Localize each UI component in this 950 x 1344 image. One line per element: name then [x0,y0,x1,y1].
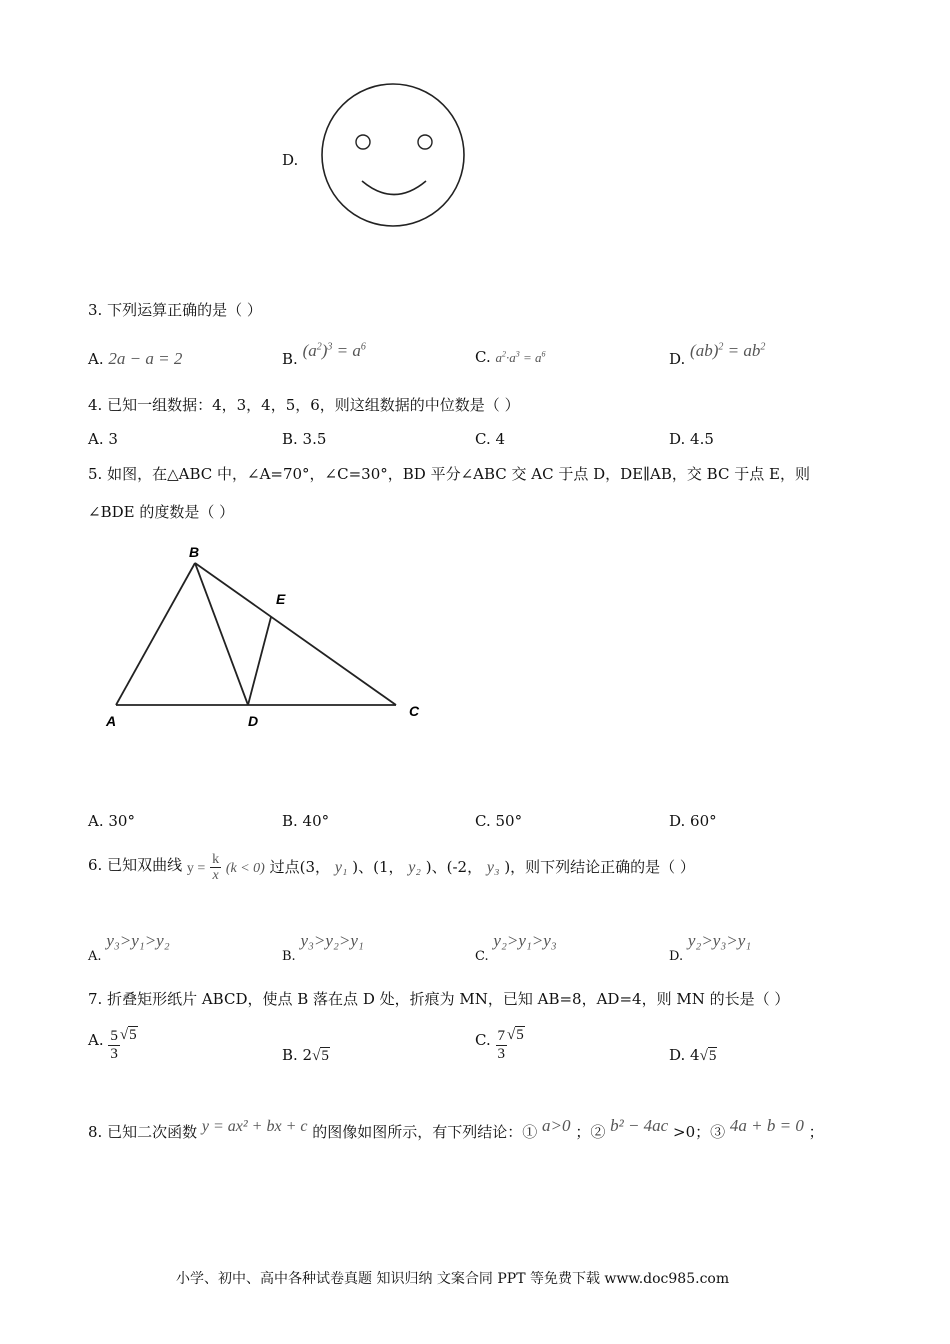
q5-stem-line2: ∠BDE 的度数是（ ） [88,503,235,521]
q3-c-a-exp: 2 [502,349,506,359]
q8-sep-3: ； [808,1123,824,1141]
segment-bd [195,563,248,705]
q3-c-rhs-exp: 6 [541,349,546,359]
q8-conclusion-3: 4a + b = 0 [729,1116,804,1135]
q5-option-b: B. 40° [282,812,330,830]
q7-b-sqrt: √5 [312,1048,329,1064]
smiley-mouth [362,181,426,195]
label-c: C [409,703,420,719]
q6-y3: y₃ [486,858,500,876]
q7-option-d [669,1048,717,1064]
q7-a-den: 3 [110,1045,118,1062]
smiley-right-eye [418,135,432,149]
q3-b-inner-exp: 2 [316,341,322,353]
segment-bc [195,563,396,705]
q6-end: )，则下列结论正确的是（ ） [504,857,695,876]
q5-stem-line1: 5. 如图，在△ABC 中，∠A=70°，∠C=30°，BD 平分∠ABC 交 AC 于点 D，DE∥AB，交 BC 于点 E，则 [88,465,810,483]
q6-d-expr: y₂>y₃>y₁ [687,931,752,950]
q4-option-c: C. 4 [475,430,506,448]
q3-c-label: C. [475,348,491,366]
q2-option-d-label: D. [282,151,299,169]
q3-a-label: A. [88,350,104,368]
q7-a-num: 5 [110,1028,118,1044]
q5-option-c: C. 50° [475,812,523,830]
smiley-outline [322,84,464,226]
q7-c-label: C. [475,1031,491,1049]
q6-stem [88,852,695,884]
q6-stem-pre: 6. 已知双曲线 [88,855,183,874]
q7-option-c [475,1028,525,1062]
label-e: E [276,591,286,607]
q3-b-close: ) [321,341,328,360]
q7-b-radicand: 5 [321,1048,329,1064]
q6-option-d [669,931,752,964]
q3-option-b [282,341,366,368]
q6-c-expr: y₂>y₁>y₃ [493,931,557,950]
q6-option-b [282,931,364,964]
q3-a-expr: 2a − a = 2 [108,349,183,368]
q7-d-radicand: 5 [708,1048,717,1064]
q6-y2: y₂ [408,858,421,876]
q3-b-rhs-exp: 6 [360,341,366,353]
q3-option-c [475,350,546,365]
q6-mid2: )、(-2， [425,857,483,876]
q8-stem-mid: 的图像如图所示，有下列结论：① [312,1123,538,1141]
label-a: A [106,713,117,729]
q6-fraction [210,852,221,884]
q6-y-eq: y = [186,860,206,876]
q5-option-d: D. 60° [669,812,717,830]
q6-mid1: )、(1， [352,857,404,876]
q6-option-c [475,931,557,964]
smiley-left-eye [356,135,370,149]
q7-c-num: 7 [497,1028,505,1044]
q7-d-sqrt: √5 [699,1048,717,1064]
q4-option-b: B. 3.5 [282,430,327,448]
q8-sep-1: ；② [575,1123,606,1141]
q7-stem: 7. 折叠矩形纸片 ABCD，使点 B 落在点 D 处，折痕为 MN，已知 AB=8，AD=4，则 MN 的长是（ ） [88,990,790,1008]
q6-y1: y₁ [334,858,348,876]
segment-de [248,617,271,705]
q3-d-base: (ab) [690,341,719,360]
q3-c-a: a [495,350,502,365]
segment-ab [116,563,195,705]
q7-b-label: B. 2 [282,1046,313,1064]
q6-option-a [88,931,170,964]
triangle-figure [100,540,430,735]
smiley-face-figure [318,80,468,230]
q6-stem-post: 过点(3， [269,857,331,876]
q3-d-rhs: = ab [723,341,761,360]
q6-b-expr: y₃>y₂>y₁ [300,931,364,950]
q8-c2-tail: >0；③ [673,1123,726,1141]
q6-a-expr: y₃>y₁>y₂ [106,931,170,950]
q7-option-b [282,1048,330,1064]
q7-a-sqrt: √5 [119,1027,137,1043]
q6-frac-num: k [212,852,220,867]
q7-c-radicand: 5 [516,1027,524,1043]
q7-a-fraction [108,1028,120,1062]
q3-b-outer-exp: 3 [327,341,333,353]
q7-a-label: A. [88,1031,104,1049]
q3-d-exp: 2 [718,341,724,353]
q7-a-radicand: 5 [129,1027,137,1043]
q3-c-mid: ·a [506,350,516,365]
q6-d-label: D. [669,949,684,964]
q5-option-a: A. 30° [88,812,135,830]
q6-c-label: C. [475,949,489,964]
q4-option-a: A. 3 [88,430,118,448]
q3-option-d [669,341,766,368]
q3-b-base: (a [302,341,317,360]
q8-conclusion-2: b² − 4ac [610,1116,669,1135]
label-d: D [248,713,259,729]
label-b: B [189,544,200,560]
q3-d-label: D. [669,350,686,368]
q7-c-sqrt: √5 [507,1027,524,1043]
q7-c-fraction [496,1028,508,1062]
q3-b-rhs: = a [332,341,361,360]
q6-frac-den: x [212,868,219,884]
q6-a-label: A. [88,949,102,964]
q4-stem: 4. 已知一组数据：4，3，4，5，6，则这组数据的中位数是（ ） [88,396,520,414]
q8-stem-pre: 8. 已知二次函数 [88,1123,198,1141]
page-footer: 小学、初中、高中各种试卷真题 知识归纳 文案合同 PPT 等免费下载 www.doc985.com [176,1271,730,1287]
q6-cond: (k < 0) [225,860,265,876]
q3-c-mid-exp: 3 [515,349,520,359]
q3-d-rhs-exp: 2 [760,341,766,353]
q6-b-label: B. [282,949,296,964]
q7-c-den: 3 [497,1045,505,1062]
q3-option-a [88,350,182,367]
q8-stem [88,1116,824,1141]
q8-function: y = ax² + bx + c [201,1118,308,1135]
q7-d-label: D. 4 [669,1046,700,1064]
q7-option-a [88,1028,138,1062]
q3-stem: 3. 下列运算正确的是（ ） [88,301,262,319]
q3-b-label: B. [282,350,298,368]
q3-c-rhs: = a [519,350,542,365]
q4-option-d: D. 4.5 [669,430,714,448]
q8-conclusion-1: a>0 [542,1116,571,1135]
